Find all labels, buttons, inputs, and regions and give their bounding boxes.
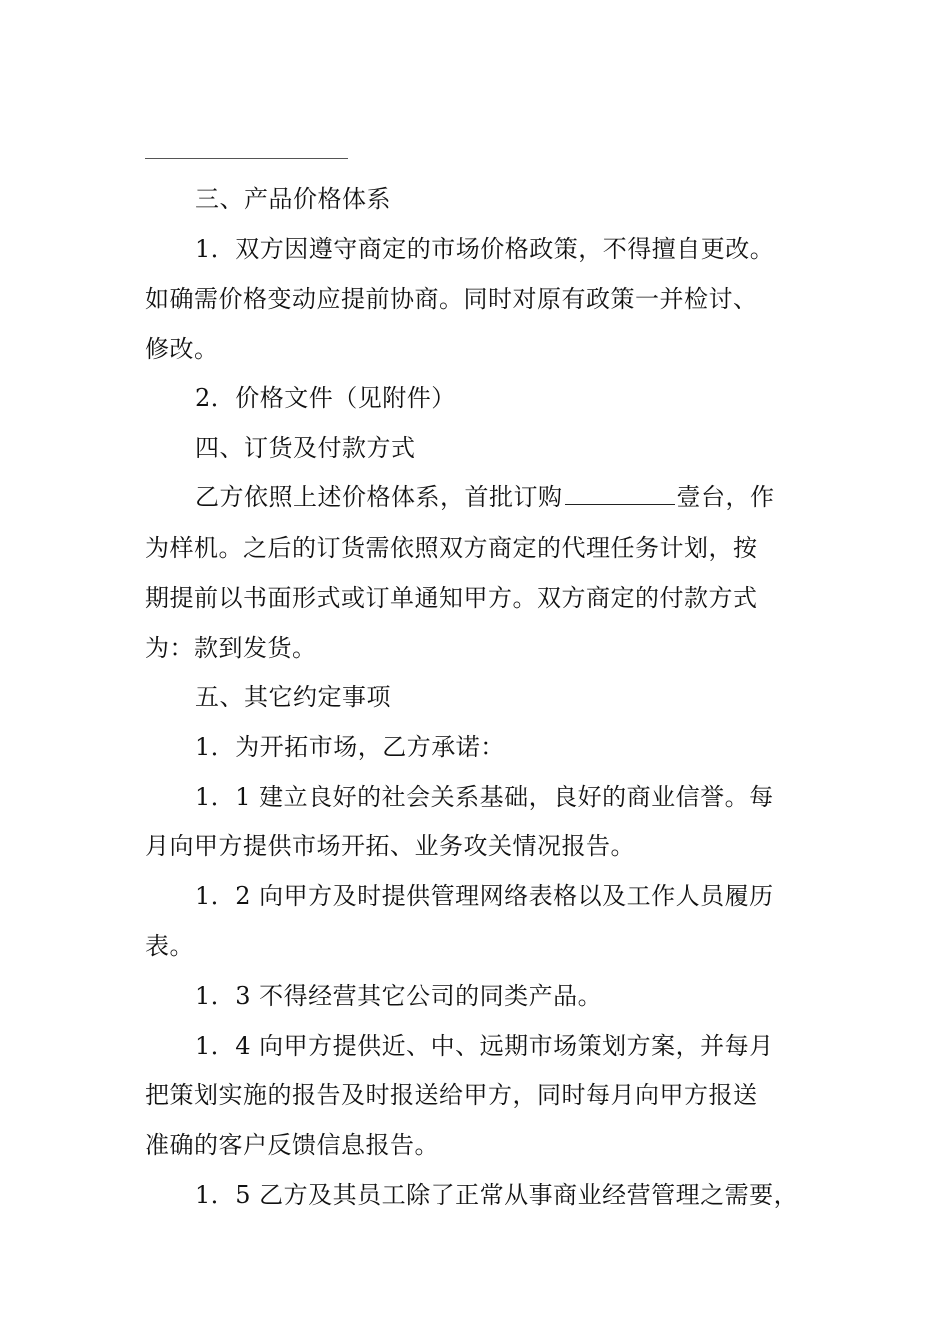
paragraph-line: 1．1 建立良好的社会关系基础，良好的商业信誉。每 — [195, 783, 774, 811]
line-text: 壹台，作 — [676, 483, 775, 511]
paragraph-line: 2．价格文件（见附件） — [195, 384, 456, 412]
fill-blank — [565, 482, 675, 505]
paragraph-line: 把策划实施的报告及时报送给甲方，同时每月向甲方报送 — [145, 1081, 758, 1109]
paragraph-line: 1．双方因遵守商定的市场价格政策，不得擅自更改。 — [195, 235, 775, 263]
paragraph-line: 月向甲方提供市场开拓、业务攻关情况报告。 — [145, 832, 635, 860]
section-heading: 五、其它约定事项 — [195, 683, 391, 711]
paragraph-line: 如确需价格变动应提前协商。同时对原有政策一并检讨、 — [145, 285, 758, 313]
paragraph-line: 准确的客户反馈信息报告。 — [145, 1131, 439, 1159]
paragraph-line — [195, 482, 895, 512]
paragraph-line: 为样机。之后的订货需依照双方商定的代理任务计划，按 — [145, 534, 758, 562]
paragraph-line: 1．2 向甲方及时提供管理网络表格以及工作人员履历 — [195, 882, 774, 910]
paragraph-line: 1．为开拓市场，乙方承诺： — [195, 733, 505, 761]
line-text: 乙方依照上述价格体系，首批订购 — [195, 483, 563, 511]
paragraph-line: 1．5 乙方及其员工除了正常从事商业经营管理之需要， — [195, 1181, 799, 1209]
paragraph-line: 修改。 — [145, 335, 219, 363]
section-heading: 三、产品价格体系 — [195, 185, 391, 213]
paragraph-line: 1．4 向甲方提供近、中、远期市场策划方案，并每月 — [195, 1032, 774, 1060]
section-heading: 四、订货及付款方式 — [195, 434, 416, 462]
header-rule — [145, 158, 348, 159]
paragraph-line: 表。 — [145, 932, 194, 960]
paragraph-line: 1．3 不得经营其它公司的同类产品。 — [195, 982, 603, 1010]
paragraph-line: 期提前以书面形式或订单通知甲方。双方商定的付款方式 — [145, 584, 758, 612]
paragraph-line: 为：款到发货。 — [145, 634, 317, 662]
